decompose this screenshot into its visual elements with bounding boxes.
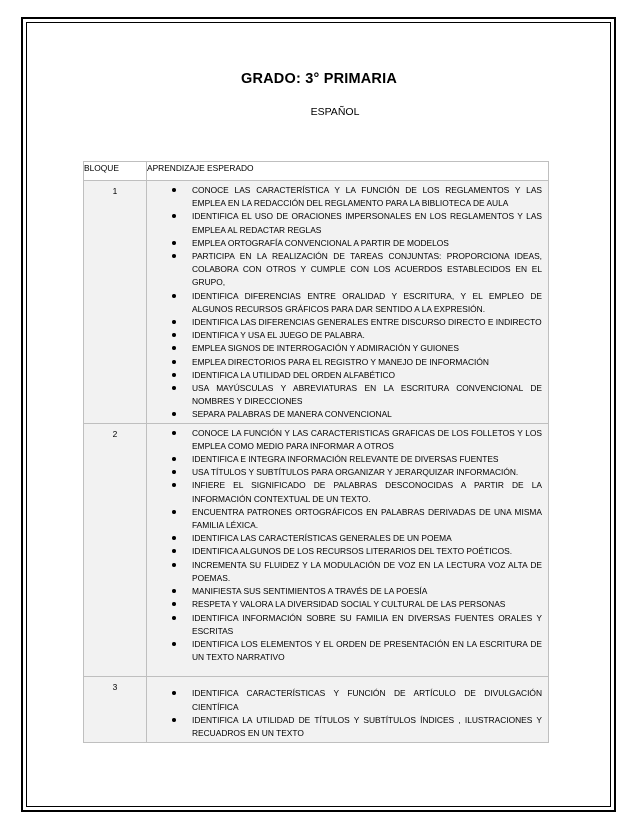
list-item-text: IDENTIFICA EL USO DE ORACIONES IMPERSONALES EN LOS REGLAMENTOS Y LAS EMPLEA AL REDACTAR REGLAS	[192, 211, 542, 235]
list-item	[152, 714, 542, 740]
list-item	[152, 408, 542, 421]
bullet-icon	[172, 431, 176, 435]
page-title: GRADO: 3° PRIMARIA	[240, 71, 397, 87]
bullet-icon	[172, 563, 176, 567]
bullet-icon	[172, 360, 176, 364]
list-item-text: MANIFIESTA SUS SENTIMIENTOS A TRAVÉS DE LA POESÍA	[192, 586, 428, 597]
bullet-icon	[172, 589, 176, 593]
list-item-text: SEPARA PALABRAS DE MANERA CONVENCIONAL	[192, 409, 392, 420]
list-item	[152, 316, 542, 329]
list-item	[152, 250, 542, 290]
bullet-icon	[172, 602, 176, 606]
list-item-text: RESPETA Y VALORA LA DIVERSIDAD SOCIAL Y CULTURAL DE LAS PERSONAS	[192, 599, 506, 610]
list-item-text: PARTICIPA EN LA REALIZACIÓN DE TAREAS CONJUNTAS: PROPORCIONA IDEAS, COLABORA CON OTROS Y CUMPLE CON LOS ACUERDOS ESTABLECIDOS EN EL GRUPO,	[192, 251, 542, 288]
list-item	[152, 545, 542, 558]
list-item	[152, 453, 542, 466]
column-header-bloque: BLOQUE	[84, 162, 147, 181]
list-item-text: IDENTIFICA LA UTILIDAD DEL ORDEN ALFABÉTICO	[192, 369, 396, 380]
bullet-icon	[172, 333, 176, 337]
list-item-text: IDENTIFICA LA UTILIDAD DE TÍTULOS Y SUBTÍTULOS ÍNDICES , ILUSTRACIONES Y RECUADROS EN UN TEXTO	[192, 714, 542, 738]
list-item-text: CONOCE LA FUNCIÓN Y LAS CARACTERISTICAS GRAFICAS DE LOS FOLLETOS Y LOS EMPLEA COMO MEDIO PARA INFORMAR A OTROS	[192, 427, 542, 451]
bloque-number: 1	[84, 181, 147, 424]
list-item	[152, 598, 542, 611]
list-item	[152, 612, 542, 638]
bullet-icon	[172, 549, 176, 553]
bullet-icon	[172, 510, 176, 514]
list-item-text: IDENTIFICA LOS ELEMENTOS Y EL ORDEN DE PRESENTACIÓN EN LA ESCRITURA DE UN TEXTO NARRATIVO	[192, 638, 542, 663]
list-item	[152, 290, 542, 316]
aprendizaje-cell	[147, 423, 549, 677]
list-item	[152, 466, 542, 479]
bullet-icon	[172, 536, 176, 540]
table-body	[84, 181, 549, 743]
list-item-text: USA TÍTULOS Y SUBTÍTULOS PARA ORGANIZAR Y JERARQUIZAR INFORMACIÓN.	[192, 467, 519, 478]
list-item-text: EMPLEA ORTOGRAFÍA CONVENCIONAL A PARTIR DE MODELOS	[192, 237, 449, 248]
list-item-text: INFIERE EL SIGNIFICADO DE PALABRAS DESCONOCIDAS A PARTIR DE LA INFORMACIÓN CONTEXTUAL DE UN TEXTO.	[192, 480, 542, 504]
bullet-icon	[172, 320, 176, 324]
bloque-number: 3	[84, 677, 147, 743]
bullet-icon	[172, 642, 176, 646]
bullet-icon	[172, 718, 176, 722]
column-header-aprendizaje: APRENDIZAJE ESPERADO	[147, 162, 549, 181]
aprendizaje-list	[152, 184, 542, 422]
list-item-text: IDENTIFICA INFORMACIÓN SOBRE SU FAMILIA EN DIVERSAS FUENTES ORALES Y ESCRITAS	[192, 612, 542, 636]
list-item	[152, 329, 542, 342]
bullet-icon	[172, 616, 176, 620]
list-item-text: IDENTIFICA LAS DIFERENCIAS GENERALES ENTRE DISCURSO DIRECTO E INDIRECTO	[192, 317, 542, 328]
table-row	[84, 677, 549, 743]
bullet-icon	[172, 483, 176, 487]
list-item-text: IDENTIFICA E INTEGRA INFORMACIÓN RELEVANTE DE DIVERSAS FUENTES	[192, 454, 499, 465]
table-header-row	[84, 162, 549, 181]
table-row	[84, 423, 549, 677]
aprendizaje-cell	[147, 677, 549, 743]
bullet-icon	[172, 214, 176, 218]
learning-table	[83, 161, 549, 743]
list-item-text: IDENTIFICA CARACTERÍSTICAS Y FUNCIÓN DE ARTÍCULO DE DIVULGACIÓN CIENTÍFICA	[192, 688, 542, 712]
list-item-text: USA MAYÚSCULAS Y ABREVIATURAS EN LA ESCRITURA CONVENCIONAL DE NOMBRES Y DIRECCIONES	[192, 383, 542, 407]
aprendizaje-cell	[147, 181, 549, 424]
list-item	[152, 506, 542, 532]
subject-heading: ESPAÑOL	[310, 106, 360, 118]
list-item-text: EMPLEA DIRECTORIOS PARA EL REGISTRO Y MANEJO DE INFORMACIÓN	[192, 356, 489, 367]
list-item	[152, 342, 542, 355]
bullet-icon	[172, 241, 176, 245]
bullet-icon	[172, 470, 176, 474]
list-item-text: INCREMENTA SU FLUIDEZ Y LA MODULACIÓN DE VOZ EN LA LECTURA VOZ ALTA DE POEMAS.	[192, 559, 542, 583]
list-item	[152, 532, 542, 545]
list-item	[152, 687, 542, 713]
bullet-icon	[172, 188, 176, 192]
list-item-text: IDENTIFICA LAS CARACTERÍSTICAS GENERALES DE UN POEMA	[192, 533, 452, 544]
list-item-text: ENCUENTRA PATRONES ORTOGRÁFICOS EN PALABRAS DERIVADAS DE UNA MISMA FAMILIA LÉXICA.	[192, 506, 542, 531]
list-item	[152, 585, 542, 598]
bullet-icon	[172, 691, 176, 695]
table-row	[84, 181, 549, 424]
aprendizaje-list	[152, 427, 542, 665]
list-item	[152, 479, 542, 505]
list-item	[152, 356, 542, 369]
list-item	[152, 184, 542, 210]
bullet-icon	[172, 373, 176, 377]
list-item	[152, 427, 542, 453]
bullet-icon	[172, 386, 176, 390]
list-item-text: IDENTIFICA Y USA EL JUEGO DE PALABRA.	[192, 330, 365, 341]
list-item	[152, 559, 542, 585]
bullet-icon	[172, 412, 176, 416]
bloque-number: 2	[84, 423, 147, 677]
list-item-text: IDENTIFICA DIFERENCIAS ENTRE ORALIDAD Y ESCRITURA, Y EL EMPLEO DE ALGUNOS RECURSOS GRÁFICOS PARA DAR SENTIDO A LA EXPRESIÓN.	[192, 290, 542, 314]
list-item-text: CONOCE LAS CARACTERÍSTICA Y LA FUNCIÓN DE LOS REGLAMENTOS Y LAS EMPLEA EN LA REDACCIÓN DEL REGLAMENTO PARA LA BIBLIOTECA DE AULA	[192, 185, 542, 209]
list-item-text: IDENTIFICA ALGUNOS DE LOS RECURSOS LITERARIOS DEL TEXTO POÉTICOS.	[192, 546, 513, 557]
list-item	[152, 638, 542, 664]
list-item	[152, 237, 542, 250]
list-item-text: EMPLEA SIGNOS DE INTERROGACIÓN Y ADMIRACIÓN Y GUIONES	[192, 343, 459, 354]
bullet-icon	[172, 457, 176, 461]
bullet-icon	[172, 346, 176, 350]
list-item	[152, 210, 542, 236]
aprendizaje-list	[152, 687, 542, 740]
list-item	[152, 382, 542, 408]
bullet-icon	[172, 294, 176, 298]
list-item	[152, 369, 542, 382]
bullet-icon	[172, 254, 176, 258]
